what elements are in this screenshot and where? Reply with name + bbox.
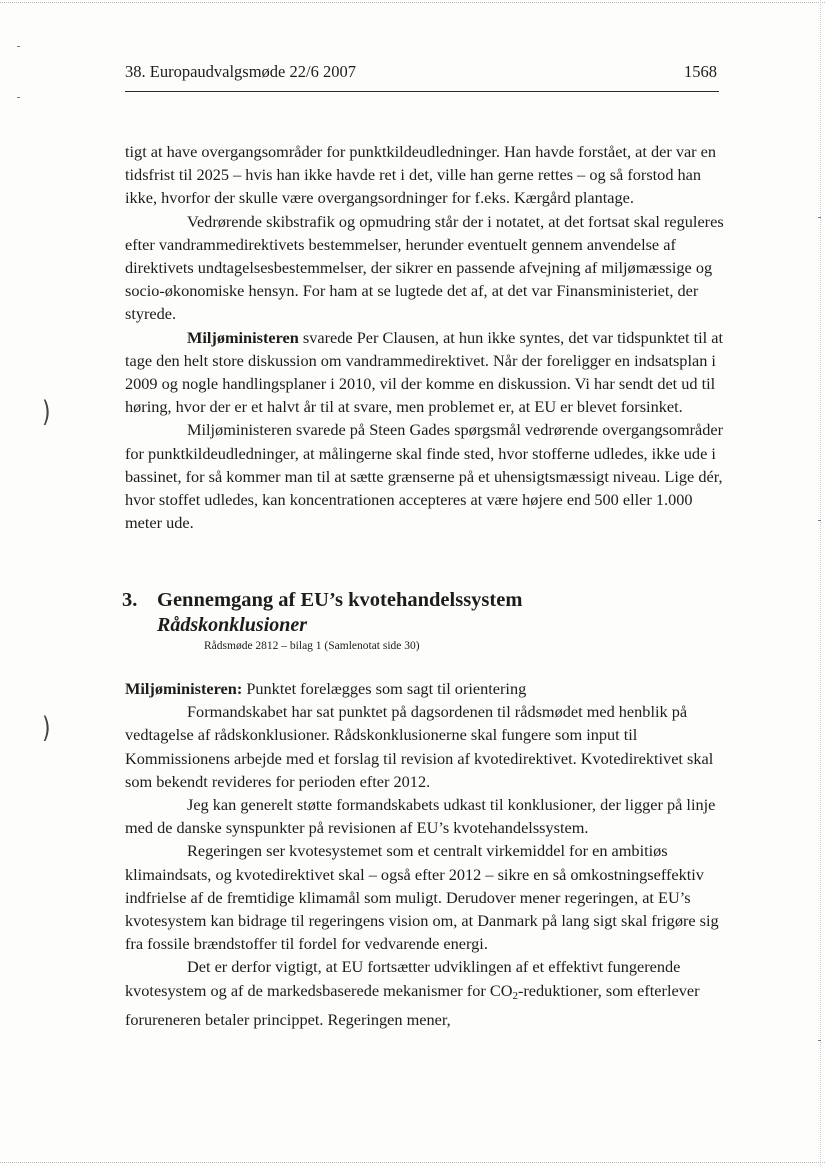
paragraph-text: svarede Per Clausen, at hun ikke syntes, det var tidspunktet til at tage den helt store diskussion om vandrammedirektivet. Når der foreligger en indsatsplan i 2009 og nogle handlingsplaner i 2010, vil der komme en diskussion. Vi har sendt det ud til høring, hvor der er et halvt år til at svare, men problemet er, at EU er blevet forsinket. — [125, 327, 723, 417]
section-number: 3. — [122, 589, 138, 611]
binding-hole-mark: ) — [42, 396, 51, 429]
speaker-name: Miljøministeren: — [125, 679, 243, 698]
section-heading — [122, 587, 722, 653]
scan-speck — [17, 97, 20, 98]
body-part-1 — [125, 140, 725, 534]
scan-edge-top — [0, 2, 825, 3]
meeting-title: 38. Europaudvalgsmøde 22/6 2007 — [125, 62, 356, 81]
paragraph: Vedrørende skibstrafik og opmudring står der i notatet, at det fortsat skal reguleres efter vandrammedirektivets bestemmelser, herunder eventuelt gennem anvendelse af direktivets undtagelsesbestemmelser, der sikrer en passende afvejning af miljømæssige og socio-økonomiske hensyn. For ham at se lugtede det af, at det var Finansministeriet, der styrede. — [125, 211, 724, 324]
paragraph — [125, 955, 725, 1031]
paragraph-text: Det er derfor vigtigt, at EU fortsætter udviklingen af et effektivt fungerende kvotesystem og af de markedsbaserede mekanismer for CO — [125, 957, 681, 1000]
page-header — [125, 62, 717, 86]
section-title-line — [122, 587, 722, 613]
section-title: Gennemgang af EU’s kvotehandelssystem — [157, 589, 523, 611]
page-number: 1568 — [684, 62, 717, 81]
paragraph: Regeringen ser kvotesystemet som et centralt virkemiddel for en ambitiøs klimaindsats, og kvotedirektivet skal – også efter 2012 – sikre en så omkostningseffektiv indfrielse af de fremtidige klimamål som muligt. Derudover mener regeringen, at EU’s kvotesystem kan bidrage til regeringens vision om, at Danmark på lang sigt skal frigøre sig fra fossile brændstoffer til fordel for vedvarende energi. — [125, 841, 719, 954]
speaker-name: Miljøministeren — [187, 327, 299, 347]
section-subtitle: Rådskonklusioner — [157, 614, 308, 636]
paragraph: Formandskabet har sat punktet på dagsordenen til rådsmødet med henblik på vedtagelse af rådskonklusioner. Rådskonklusionerne skal fungere som input til Kommissionens arbejde med et forslag til revision af kvotedirektivet. Kvotedirektivet skal som bekendt revideres for perioden efter 2012. — [125, 702, 714, 791]
paragraph: tigt at have overgangsområder for punktkildeudledninger. Han havde forstået, at der var en tidsfrist til 2025 – hvis han ikke havde ret i det, ville han gerne rettes – og så forstod han ikke, hvorfor der skulle være overgangsordninger for f.eks. Kærgård plantage. — [125, 142, 717, 208]
scan-edge-right — [820, 0, 821, 1167]
header-rule — [125, 91, 719, 92]
paragraph: Jeg kan generelt støtte formandskabets udkast til konklusioner, der ligger på linje med de danske synspunkter på revisionen af EU’s kvotehandelssystem. — [125, 795, 716, 838]
scan-speck — [818, 520, 821, 521]
scan-speck — [17, 46, 20, 47]
subscript: 2 — [512, 989, 518, 1002]
body-part-2 — [125, 677, 725, 1031]
scan-speck — [818, 217, 821, 218]
section-reference: Rådsmøde 2812 – bilag 1 (Samlenotat side 30) — [204, 640, 420, 652]
paragraph — [125, 326, 725, 419]
paragraph — [125, 677, 725, 700]
binding-hole-mark: ) — [42, 712, 51, 745]
paragraph: Miljøministeren svarede på Steen Gades spørgsmål vedrørende overgangsområder for punktkildeudledninger, at målingerne skal finde sted, hvor stofferne udledes, ikke ude i bassinet, for så kommer man til at sætte grænserne på et uhensigtsmæssigt niveau. Lige dér, hvor stoffet udledes, kan koncentrationen accepteres at være højere end 500 eller 1.000 meter ude. — [125, 420, 724, 533]
paragraph-text: Punktet forelægges som sagt til orientering — [242, 679, 527, 698]
scan-speck — [818, 1040, 821, 1041]
paragraph-text: -reduktioner, som efterlever forureneren betaler princippet. Regeringen mener, — [125, 980, 700, 1029]
scan-edge-bottom — [0, 1162, 825, 1163]
